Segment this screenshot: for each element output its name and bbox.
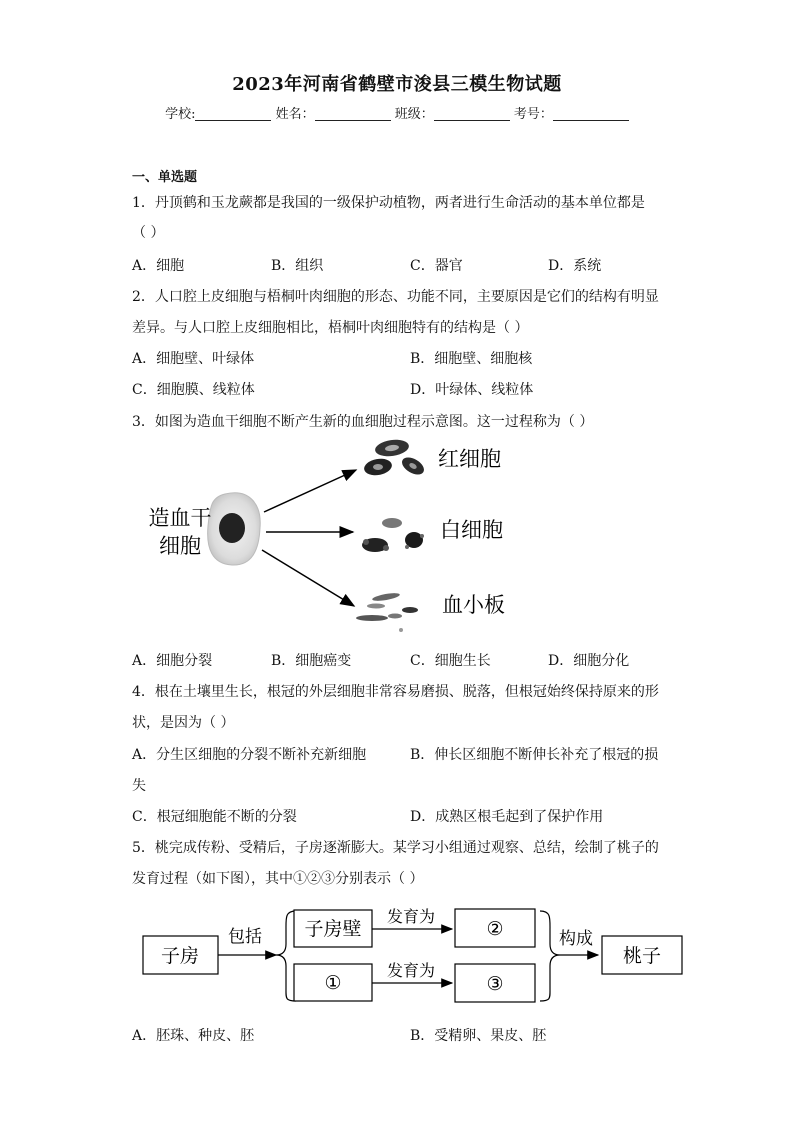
q2-option-c: C．细胞膜、线粒体 — [132, 382, 255, 398]
includes-label: 包括 — [228, 927, 262, 947]
q5-option-b: B．受精卵、果皮、胚 — [410, 1028, 547, 1044]
q1-option-b: B．组织 — [271, 258, 324, 274]
q5-stem-line-1: 5．桃完成传粉、受精后，子房逐渐膨大。某学习小组通过观察、总结，绘制了桃子的 — [132, 840, 659, 856]
left-brace — [276, 911, 296, 1001]
section-heading: 一、单选题 — [132, 170, 198, 185]
arrow-to-platelet — [262, 550, 354, 606]
q5-stem-line-2: 发育过程（如下图），其中①②③分别表示（ ） — [132, 871, 424, 887]
q2-option-d: D．叶绿体、线粒体 — [410, 382, 534, 398]
q3-stem-line-1: 3．如图为造血干细胞不断产生新的血细胞过程示意图。这一过程称为（ ） — [132, 414, 594, 430]
q2-option-a: A．细胞壁、叶绿体 — [132, 351, 255, 367]
q3-option-c: C．细胞生长 — [410, 653, 491, 669]
white-cell-label: 白细胞 — [440, 518, 503, 542]
red-blood-cells-image — [363, 438, 427, 478]
q1-option-d: D．系统 — [548, 258, 602, 274]
q2-option-b: B．细胞壁、细胞核 — [410, 351, 533, 367]
q1-stem-line-2: （ ） — [132, 225, 165, 241]
q4-option-c: C．根冠细胞能不断的分裂 — [132, 809, 297, 825]
page-title: 2023年河南省鹤壁市浚县三模生物试题 — [232, 74, 562, 95]
q4-stem-line-2: 状，是因为（ ） — [132, 715, 235, 731]
red-cell-label: 红细胞 — [438, 447, 501, 471]
q3-option-b: B．细胞癌变 — [271, 653, 352, 669]
class-label: 班级： — [394, 107, 434, 122]
q2-stem-line-2: 差异。与人口腔上皮细胞相比，梧桐叶肉细胞特有的结构是（ ） — [132, 320, 529, 336]
q4-option-a: A．分生区细胞的分裂不断补充新细胞 — [132, 747, 367, 763]
q1-option-a: A．细胞 — [132, 258, 185, 274]
marker2-label: ② — [486, 918, 504, 940]
school-label: 学校: — [165, 107, 196, 122]
q4-option-b: B．伸长区细胞不断伸长补充了根冠的损 — [410, 747, 659, 763]
develops-label-bottom: 发育为 — [386, 961, 436, 980]
ovary-wall-label: 子房壁 — [304, 918, 362, 940]
q3-option-a: A．细胞分裂 — [132, 653, 213, 669]
marker3-label: ③ — [486, 973, 504, 995]
q3-option-d: D．细胞分化 — [548, 653, 630, 669]
platelet-label: 血小板 — [442, 593, 505, 617]
q4-option-b-wrap: 失 — [132, 778, 146, 794]
q2-stem-line-1: 2．人口腔上皮细胞与梧桐叶肉细胞的形态、功能不同，主要原因是它们的结构有明显 — [132, 289, 659, 305]
q5-peach-development-diagram — [143, 907, 682, 1002]
q5-option-a: A．胚珠、种皮、胚 — [132, 1028, 255, 1044]
stem-cell-image — [208, 493, 261, 565]
stem-cell-label-line2: 细胞 — [159, 534, 201, 558]
name-label: 姓名： — [275, 107, 315, 122]
exam-number-label: 考号： — [513, 107, 553, 122]
q4-stem-line-1: 4．根在土壤里生长，根冠的外层细胞非常容易磨损、脱落，但根冠始终保持原来的形 — [132, 684, 659, 700]
develops-label-top: 发育为 — [386, 907, 436, 926]
q1-option-c: C．器官 — [410, 258, 463, 274]
arrow-to-red-cell — [264, 470, 356, 512]
platelets-image — [356, 592, 418, 632]
stem-cell-label-line1: 造血干 — [148, 506, 212, 530]
marker1-label: ① — [324, 972, 342, 994]
peach-label: 桃子 — [622, 945, 662, 967]
forms-label: 构成 — [559, 929, 593, 949]
white-blood-cells-image — [362, 518, 424, 552]
q4-option-d: D．成熟区根毛起到了保护作用 — [410, 809, 604, 825]
q1-stem-line-1: 1．丹顶鹤和玉龙蕨都是我国的一级保护动植物，两者进行生命活动的基本单位都是 — [132, 195, 645, 211]
ovary-label: 子房 — [160, 945, 200, 967]
right-brace — [540, 911, 560, 1001]
